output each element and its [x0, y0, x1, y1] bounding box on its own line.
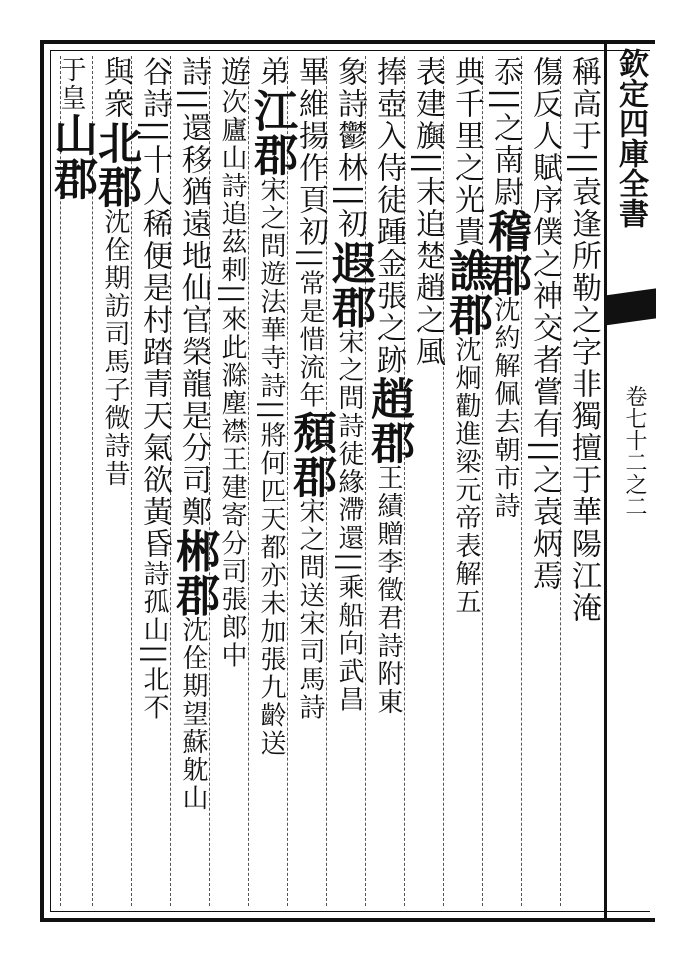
- text-column-12: 谷詩||十人稀便是村踏青天氣欲黃昏詩孤山||北不: [131, 56, 176, 906]
- text-column-6: 捧壺入侍徒踵金張之跡趙郡王績贈李徵君詩附東: [365, 56, 410, 906]
- volume-number: 卷七十二之二: [622, 385, 647, 517]
- text-column-5: 表建旟||末追楚趙之風: [404, 56, 449, 906]
- text-column-3: 忝||之南尉稽郡沈約解佩去朝市詩: [482, 56, 527, 906]
- text-column-8: 畢維揚作頁初||常是惜流年頹郡宋之問送宋司馬詩: [287, 56, 332, 906]
- text-column-9: 弟江郡宋之問遊法華寺詩||將何匹天都亦未加張九齡送: [248, 56, 293, 906]
- text-column-11: 詩||還移猶遠地仙官榮龍是分司鄭郴郡沈佺期望蘇躭山: [170, 56, 215, 906]
- heading-jijun: 稽郡: [480, 208, 531, 297]
- heading-beijun: 北郡: [90, 120, 141, 208]
- heading-qiaojun: 譙郡: [441, 248, 492, 336]
- text-column-7: 象詩鬱林||初遐郡宋之問詩徒緣滯還||乘船向武昌: [326, 56, 371, 906]
- heading-zhaojun: 趙郡: [363, 376, 414, 464]
- text-column-2: 傷反人賦序僕之神交者嘗有||之袁炳焉: [521, 56, 566, 906]
- heading-xiajun: 遐郡: [324, 240, 375, 329]
- heading-chenjun: 郴郡: [168, 528, 219, 617]
- heading-shanjun: 山郡: [46, 112, 97, 200]
- heading-tuijun: 頹郡: [285, 409, 336, 498]
- text-column-4: 典千里之光貴譙郡沈炯勸進梁元帝表解五: [443, 56, 488, 906]
- text-column-1: 稱高于||袁逢所勒之字非獨擅于華陽江淹: [560, 56, 605, 906]
- text-column-13: 與衆北郡沈佺期訪司馬子微詩昔: [92, 56, 137, 906]
- heading-jiangjun: 江郡: [246, 88, 297, 176]
- book-title: 欽定四庫全書: [613, 48, 648, 228]
- text-column-14: 于皇山郡: [60, 56, 93, 906]
- text-column-10: 遊次廬山詩追茲剌||來此滁塵襟王建寄分司張郎中: [209, 56, 254, 906]
